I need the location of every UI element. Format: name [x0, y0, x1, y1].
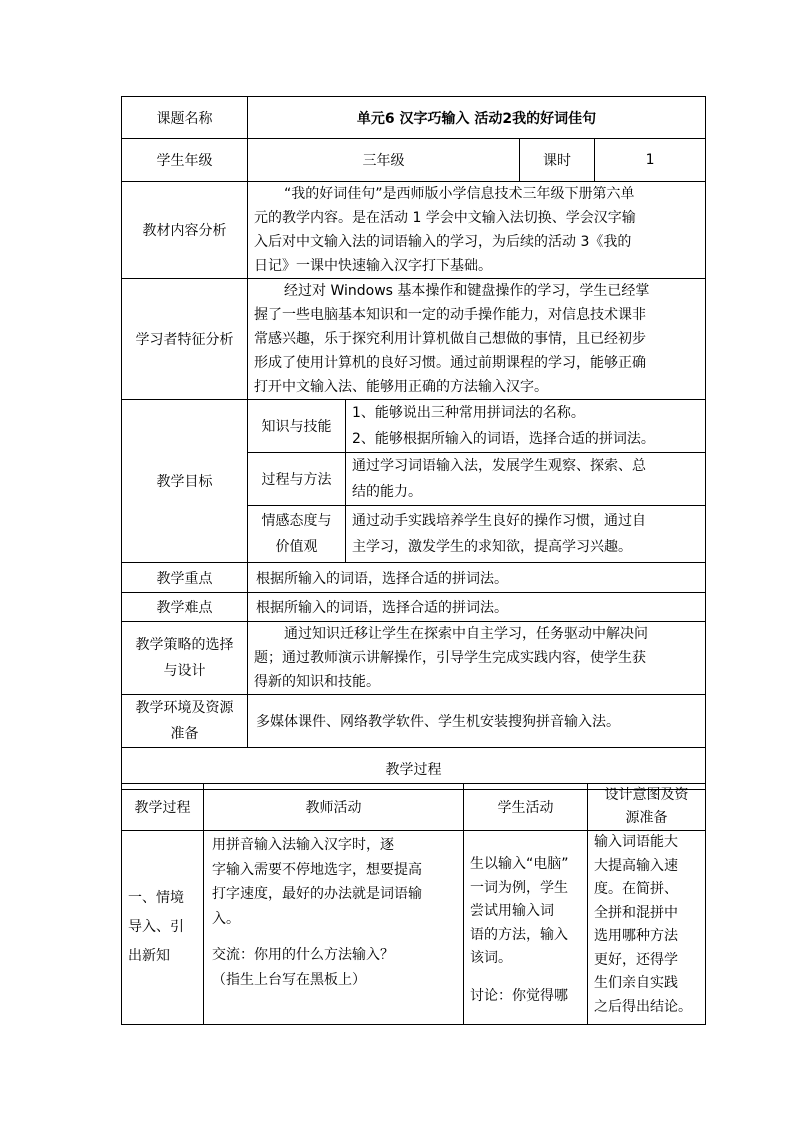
- goal-knowledge-label: 知识与技能: [248, 400, 346, 453]
- stage-intro: 一、情境 导入、引 出新知: [122, 831, 204, 1025]
- goal-emotion-label: 情感态度与 价值观: [248, 506, 346, 563]
- environment-label: 教学环境及资源 准备: [122, 695, 248, 748]
- key-point-label: 教学重点: [122, 563, 248, 593]
- hours-label: 课时: [520, 139, 595, 182]
- topic-label: 课题名称: [122, 97, 248, 139]
- header-process: 教学过程: [122, 784, 204, 831]
- goal-emotion-text: 通过动手实践培养学生良好的操作习惯，通过自 主学习，激发学生的求知欲，提高学习兴趣。: [346, 506, 706, 563]
- hours-value: 1: [595, 139, 706, 182]
- goal-knowledge-text: 1、能够说出三种常用拼词法的名称。 2、能够根据所输入的词语，选择合适的拼词法。: [346, 400, 706, 453]
- header-student-activity: 学生活动: [464, 784, 588, 831]
- header-teacher-activity: 教师活动: [204, 784, 464, 831]
- environment-text: 多媒体课件、网络教学软件、学生机安装搜狗拼音输入法。: [248, 695, 706, 748]
- header-design-intent: 设计意图及资 源准备: [588, 784, 706, 831]
- goal-process-text: 通过学习词语输入法，发展学生观察、探索、总 结的能力。: [346, 453, 706, 506]
- design-intent-text: 输入词语能大 大提高输入速 度。在简拼、 全拼和混拼中 选用哪种方法 更好，还得学 生们亲自实践 之后得出结论。: [588, 831, 706, 1025]
- difficulty-text: 根据所输入的词语，选择合适的拼词法。: [248, 593, 706, 622]
- content-analysis-label: 教材内容分析: [122, 182, 248, 279]
- grade-label: 学生年级: [122, 139, 248, 182]
- difficulty-label: 教学难点: [122, 593, 248, 622]
- strategy-label: 教学策略的选择 与设计: [122, 622, 248, 695]
- strategy-text: 通过知识迁移让学生在探索中自主学习，任务驱动中解决问 题；通过教师演示讲解操作，引导学生完成实践内容，使学生获 得新的知识和技能。: [248, 622, 706, 695]
- teacher-activity-text: 用拼音输入法输入汉字时，逐 字输入需要不停地选字，想要提高 打字速度，最好的办法就是词语输 入。 交流：你用的什么方法输入？ （指生上台写在黑板上）: [204, 831, 464, 1025]
- process-section-title: 教学过程: [122, 748, 706, 790]
- lesson-info-table: [121, 96, 706, 790]
- topic-value: 单元6 汉字巧输入 活动2我的好词佳句: [248, 97, 706, 139]
- teaching-process-table: [121, 783, 706, 1025]
- grade-value: 三年级: [248, 139, 520, 182]
- goals-label: 教学目标: [122, 400, 248, 563]
- learner-analysis-label: 学习者特征分析: [122, 279, 248, 400]
- goal-process-label: 过程与方法: [248, 453, 346, 506]
- student-activity-text: 生以输入“电脑” 一词为例，学生 尝试用输入词 语的方法，输入 该词。 讨论：你觉得哪: [464, 831, 588, 1025]
- learner-analysis-text: 经过对 Windows 基本操作和键盘操作的学习，学生已经掌 握了一些电脑基本知识和一定的动手操作能力，对信息技术课非 常感兴趣，乐于探究利用计算机做自己想做的事情，且已经初步 形成了使用计算机的良好习惯。通过前期课程的学习，能够正确 打开中文输入法、能够用正确的方法输入汉字。: [248, 279, 706, 400]
- content-analysis-text: “我的好词佳句”是西师版小学信息技术三年级下册第六单 元的教学内容。是在活动 1 学会中文输入法切换、学会汉字输 入后对中文输入法的词语输入的学习，为后续的活动 3《我的 日记》一课中快速输入汉字打下基础。: [248, 182, 706, 279]
- key-point-text: 根据所输入的词语，选择合适的拼词法。: [248, 563, 706, 593]
